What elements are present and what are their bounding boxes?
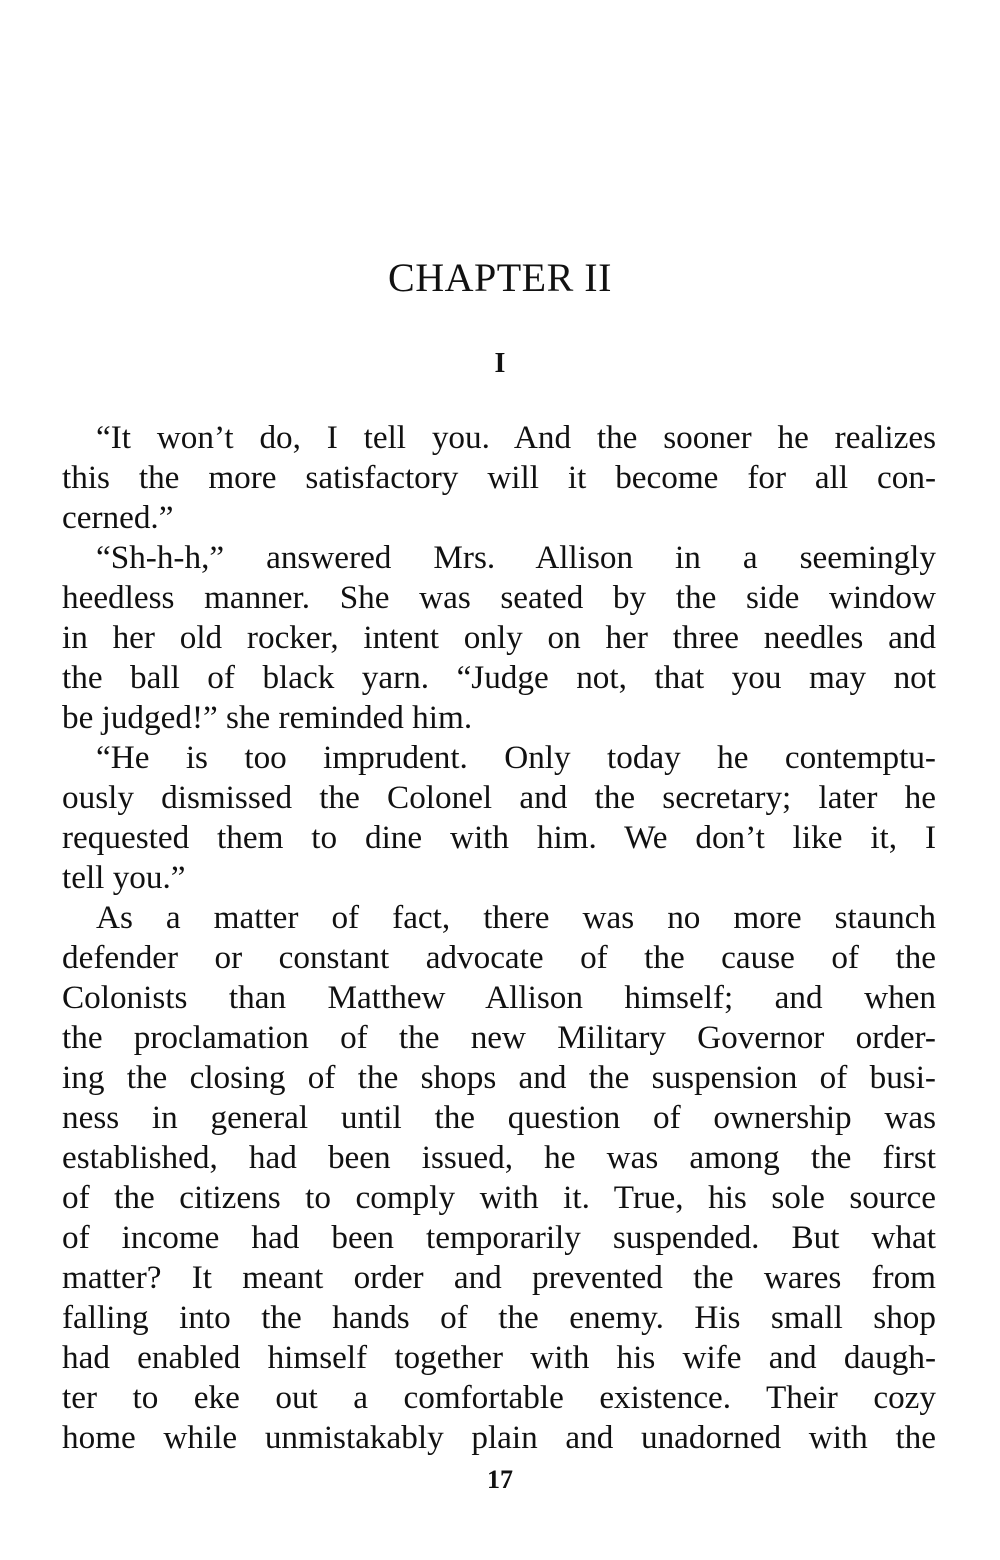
text-line: As a matter of fact, there was no more staunch (96, 899, 936, 936)
text-line: in her old rocker, intent only on her three needles and (62, 619, 936, 656)
text-line: heedless manner. She was seated by the side window (62, 579, 936, 616)
text-line: of the citizens to comply with it. True, his sole source (62, 1179, 936, 1216)
text-line: tell you.” (62, 859, 186, 896)
text-line: the ball of black yarn. “Judge not, that you may not (62, 659, 936, 696)
text-line: the proclamation of the new Military Governor order- (62, 1019, 936, 1056)
text-line: ously dismissed the Colonel and the secretary; later he (62, 779, 936, 816)
text-line: be judged!” she reminded him. (62, 699, 473, 736)
text-line: established, had been issued, he was among the first (62, 1139, 936, 1176)
text-line: ness in general until the question of ownership was (62, 1099, 936, 1136)
text-line: this the more satisfactory will it become for all con- (62, 459, 936, 496)
text-line: home while unmistakably plain and unadorned with the (62, 1419, 936, 1456)
text-line: ter to eke out a comfortable existence. Their cozy (62, 1379, 936, 1416)
page-number: 17 (487, 1465, 513, 1494)
text-line: cerned.” (62, 499, 174, 536)
text-line: falling into the hands of the enemy. His small shop (62, 1299, 936, 1336)
text-line: Colonists than Matthew Allison himself; and when (62, 979, 936, 1016)
section-number: I (494, 348, 506, 379)
chapter-title: CHAPTER II (388, 255, 612, 300)
text-line: “He is too imprudent. Only today he contemptu- (96, 739, 936, 776)
text-line: “It won’t do, I tell you. And the sooner he realizes (96, 419, 936, 456)
text-line: requested them to dine with him. We don’t like it, I (62, 819, 936, 856)
text-line: ing the closing of the shops and the suspension of busi- (62, 1059, 936, 1096)
body-text (62, 418, 936, 1458)
text-line: matter? It meant order and prevented the wares from (62, 1259, 936, 1296)
text-line: “Sh-h-h,” answered Mrs. Allison in a seemingly (96, 539, 936, 576)
text-line: defender or constant advocate of the cause of the (62, 939, 936, 976)
text-line: of income had been temporarily suspended. But what (62, 1219, 936, 1256)
text-line: had enabled himself together with his wife and daugh- (62, 1339, 936, 1376)
